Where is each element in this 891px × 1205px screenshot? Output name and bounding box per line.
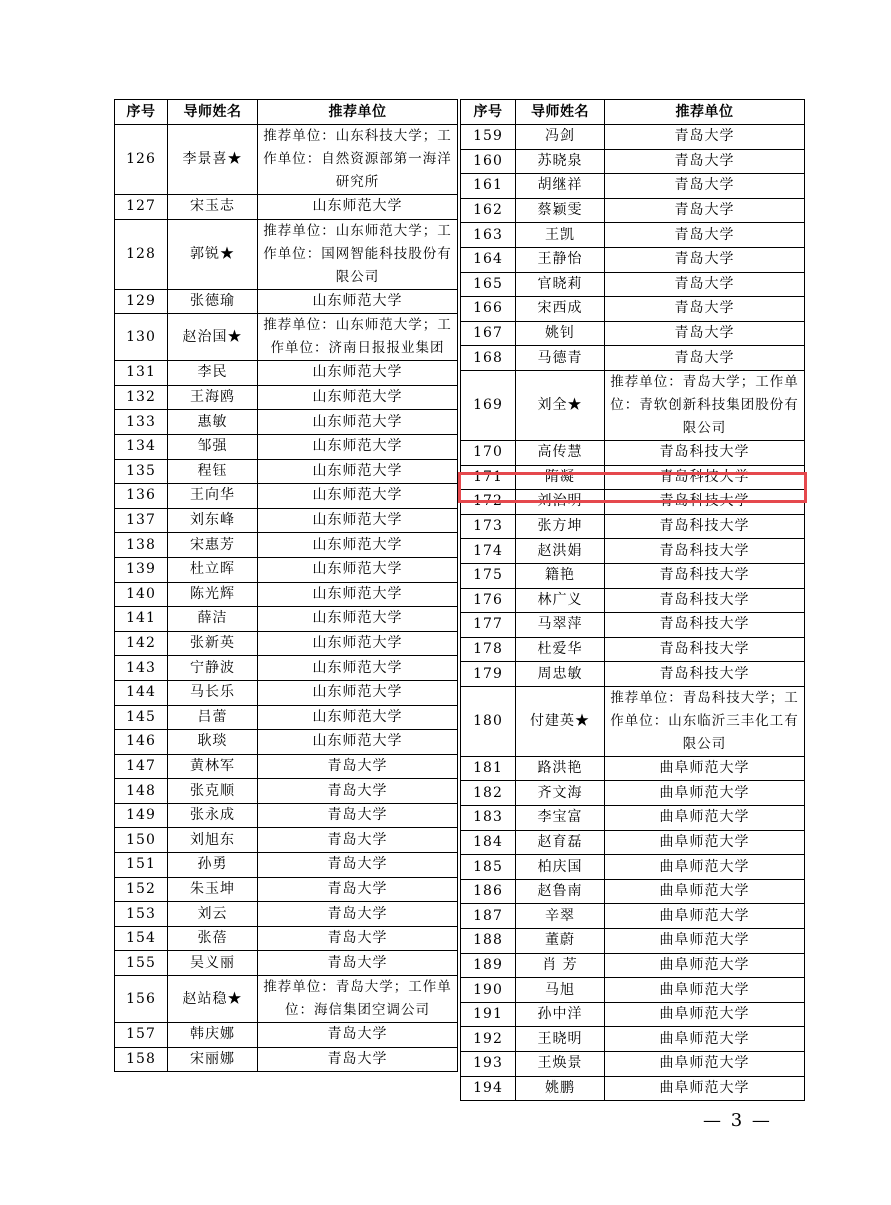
table-row — [461, 1027, 805, 1052]
table-row — [115, 607, 458, 632]
unit-cell: 山东师范大学 — [258, 680, 458, 705]
table-row — [461, 539, 805, 564]
name-cell: 马翠萍 — [516, 613, 605, 638]
seq-cell: 179 — [461, 662, 516, 687]
seq-cell: 154 — [115, 926, 168, 951]
name-cell: 辛翠 — [516, 904, 605, 929]
table-row — [115, 853, 458, 878]
unit-cell: 推荐单位：青岛科技大学；工作单位：山东临沂三丰化工有限公司 — [605, 686, 805, 756]
name-cell: 宋西成 — [516, 297, 605, 322]
name-cell: 马长乐 — [168, 680, 258, 705]
seq-cell: 175 — [461, 563, 516, 588]
seq-cell: 164 — [461, 247, 516, 272]
name-cell: 肖 芳 — [516, 953, 605, 978]
seq-cell: 186 — [461, 879, 516, 904]
seq-cell: 191 — [461, 1002, 516, 1027]
seq-cell: 130 — [115, 314, 168, 361]
seq-cell: 168 — [461, 346, 516, 371]
header-row — [115, 100, 458, 125]
unit-cell: 山东师范大学 — [258, 410, 458, 435]
seq-cell: 178 — [461, 637, 516, 662]
unit-cell: 青岛大学 — [605, 198, 805, 223]
table-row — [461, 223, 805, 248]
unit-cell: 青岛科技大学 — [605, 490, 805, 515]
table-row — [115, 754, 458, 779]
seq-cell: 153 — [115, 902, 168, 927]
unit-cell: 曲阜师范大学 — [605, 978, 805, 1003]
name-cell: 官晓莉 — [516, 272, 605, 297]
table-row — [461, 879, 805, 904]
table-row — [461, 297, 805, 322]
unit-cell: 青岛科技大学 — [605, 637, 805, 662]
seq-cell: 149 — [115, 803, 168, 828]
unit-cell: 曲阜师范大学 — [605, 756, 805, 781]
name-cell: 路洪艳 — [516, 756, 605, 781]
unit-cell: 推荐单位：山东师范大学；工作单位：国网智能科技股份有限公司 — [258, 219, 458, 289]
name-cell: 高传慧 — [516, 440, 605, 465]
name-cell: 李宝富 — [516, 806, 605, 831]
seq-cell: 170 — [461, 440, 516, 465]
name-cell: 王静怡 — [516, 247, 605, 272]
seq-cell: 160 — [461, 149, 516, 174]
name-cell: 薛洁 — [168, 607, 258, 632]
seq-cell: 163 — [461, 223, 516, 248]
table-row — [115, 557, 458, 582]
name-cell: 张永成 — [168, 803, 258, 828]
name-cell: 张克顺 — [168, 779, 258, 804]
name-cell: 杜爱华 — [516, 637, 605, 662]
seq-cell: 194 — [461, 1076, 516, 1101]
seq-cell: 193 — [461, 1052, 516, 1077]
unit-cell: 曲阜师范大学 — [605, 1052, 805, 1077]
seq-cell: 173 — [461, 514, 516, 539]
name-cell: 刘云 — [168, 902, 258, 927]
unit-cell: 青岛大学 — [605, 272, 805, 297]
name-cell: 杜立晖 — [168, 557, 258, 582]
seq-cell: 161 — [461, 174, 516, 199]
name-cell: 苏晓泉 — [516, 149, 605, 174]
table-row — [115, 195, 458, 220]
seq-cell: 135 — [115, 459, 168, 484]
table-row — [461, 440, 805, 465]
table-row — [461, 514, 805, 539]
unit-cell: 青岛科技大学 — [605, 588, 805, 613]
unit-cell: 青岛大学 — [605, 321, 805, 346]
table-row — [115, 1023, 458, 1048]
header-row — [461, 100, 805, 125]
header-name: 导师姓名 — [516, 100, 605, 125]
table-row — [115, 902, 458, 927]
seq-cell: 189 — [461, 953, 516, 978]
header-seq: 序号 — [115, 100, 168, 125]
unit-cell: 青岛大学 — [258, 877, 458, 902]
table-row — [461, 490, 805, 515]
name-cell: 王焕景 — [516, 1052, 605, 1077]
unit-cell: 青岛科技大学 — [605, 613, 805, 638]
table-row — [115, 434, 458, 459]
name-cell: 程钰 — [168, 459, 258, 484]
table-row — [115, 582, 458, 607]
unit-cell: 青岛大学 — [605, 125, 805, 150]
name-cell: 刘旭东 — [168, 828, 258, 853]
table-row — [115, 1047, 458, 1072]
seq-cell: 148 — [115, 779, 168, 804]
unit-cell: 曲阜师范大学 — [605, 1002, 805, 1027]
unit-cell: 山东师范大学 — [258, 385, 458, 410]
unit-cell: 山东师范大学 — [258, 533, 458, 558]
name-cell: 林广义 — [516, 588, 605, 613]
table-row — [461, 588, 805, 613]
unit-cell: 山东师范大学 — [258, 705, 458, 730]
table-row — [115, 289, 458, 314]
unit-cell: 曲阜师范大学 — [605, 1076, 805, 1101]
unit-cell: 山东师范大学 — [258, 434, 458, 459]
unit-cell: 山东师范大学 — [258, 656, 458, 681]
name-cell: 柏庆国 — [516, 855, 605, 880]
seq-cell: 133 — [115, 410, 168, 435]
seq-cell: 145 — [115, 705, 168, 730]
unit-cell: 推荐单位：青岛大学；工作单位：青软创新科技集团股份有限公司 — [605, 370, 805, 440]
name-cell: 赵育磊 — [516, 830, 605, 855]
name-cell: 马德青 — [516, 346, 605, 371]
unit-cell: 曲阜师范大学 — [605, 1027, 805, 1052]
table-row — [115, 385, 458, 410]
name-cell: 齐文海 — [516, 781, 605, 806]
seq-cell: 139 — [115, 557, 168, 582]
table-row — [461, 321, 805, 346]
table-row — [115, 484, 458, 509]
name-cell: 冯剑 — [516, 125, 605, 150]
unit-cell: 曲阜师范大学 — [605, 806, 805, 831]
header-unit: 推荐单位 — [605, 100, 805, 125]
seq-cell: 142 — [115, 631, 168, 656]
seq-cell: 151 — [115, 853, 168, 878]
unit-cell: 青岛科技大学 — [605, 563, 805, 588]
seq-cell: 140 — [115, 582, 168, 607]
name-cell: 李民 — [168, 361, 258, 386]
name-cell: 惠敏 — [168, 410, 258, 435]
name-cell: 张新英 — [168, 631, 258, 656]
unit-cell: 青岛大学 — [258, 754, 458, 779]
name-cell: 周忠敏 — [516, 662, 605, 687]
table-row — [461, 1076, 805, 1101]
table-row — [461, 978, 805, 1003]
unit-cell: 山东师范大学 — [258, 459, 458, 484]
name-cell: 王海鸥 — [168, 385, 258, 410]
name-cell: 赵治国★ — [168, 314, 258, 361]
seq-cell: 146 — [115, 730, 168, 755]
header-name: 导师姓名 — [168, 100, 258, 125]
unit-cell: 青岛大学 — [258, 828, 458, 853]
name-cell: 赵站稳★ — [168, 976, 258, 1023]
unit-cell: 曲阜师范大学 — [605, 830, 805, 855]
name-cell: 蔡颖雯 — [516, 198, 605, 223]
name-cell: 隋凝 — [516, 465, 605, 490]
table-row — [461, 781, 805, 806]
unit-cell: 山东师范大学 — [258, 195, 458, 220]
unit-cell: 青岛科技大学 — [605, 514, 805, 539]
seq-cell: 166 — [461, 297, 516, 322]
name-cell: 刘全★ — [516, 370, 605, 440]
unit-cell: 青岛科技大学 — [605, 465, 805, 490]
seq-cell: 131 — [115, 361, 168, 386]
table-row — [461, 346, 805, 371]
name-cell: 李景喜★ — [168, 125, 258, 195]
seq-cell: 192 — [461, 1027, 516, 1052]
seq-cell: 188 — [461, 929, 516, 954]
unit-cell: 青岛大学 — [605, 223, 805, 248]
table-row — [461, 563, 805, 588]
seq-cell: 176 — [461, 588, 516, 613]
table-row — [115, 656, 458, 681]
unit-cell: 推荐单位：青岛大学；工作单位：海信集团空调公司 — [258, 976, 458, 1023]
table-row — [461, 904, 805, 929]
table-row — [461, 662, 805, 687]
table-row — [461, 637, 805, 662]
name-cell: 付建英★ — [516, 686, 605, 756]
table-row — [115, 705, 458, 730]
seq-cell: 155 — [115, 951, 168, 976]
seq-cell: 126 — [115, 125, 168, 195]
seq-cell: 162 — [461, 198, 516, 223]
unit-cell: 青岛大学 — [605, 346, 805, 371]
seq-cell: 134 — [115, 434, 168, 459]
unit-cell: 青岛大学 — [258, 902, 458, 927]
table-row — [461, 1052, 805, 1077]
table-row — [115, 828, 458, 853]
table-row — [461, 174, 805, 199]
seq-cell: 152 — [115, 877, 168, 902]
table-row — [115, 730, 458, 755]
name-cell: 王凯 — [516, 223, 605, 248]
seq-cell: 156 — [115, 976, 168, 1023]
seq-cell: 147 — [115, 754, 168, 779]
unit-cell: 青岛大学 — [605, 149, 805, 174]
name-cell: 籍艳 — [516, 563, 605, 588]
name-cell: 耿琰 — [168, 730, 258, 755]
unit-cell: 曲阜师范大学 — [605, 929, 805, 954]
seq-cell: 158 — [115, 1047, 168, 1072]
table-row — [461, 125, 805, 150]
table-row — [115, 926, 458, 951]
unit-cell: 青岛大学 — [605, 247, 805, 272]
unit-cell: 山东师范大学 — [258, 607, 458, 632]
seq-cell: 172 — [461, 490, 516, 515]
seq-cell: 150 — [115, 828, 168, 853]
roster-table-left — [114, 99, 458, 1072]
name-cell: 张蓓 — [168, 926, 258, 951]
name-cell: 胡继祥 — [516, 174, 605, 199]
page-number: — 3 — — [703, 1110, 772, 1131]
table-row — [461, 830, 805, 855]
table-row — [461, 272, 805, 297]
seq-cell: 183 — [461, 806, 516, 831]
seq-cell: 159 — [461, 125, 516, 150]
seq-cell: 136 — [115, 484, 168, 509]
unit-cell: 推荐单位：山东师范大学；工作单位：济南日报报业集团 — [258, 314, 458, 361]
unit-cell: 山东师范大学 — [258, 361, 458, 386]
seq-cell: 143 — [115, 656, 168, 681]
table-row — [461, 1002, 805, 1027]
seq-cell: 185 — [461, 855, 516, 880]
unit-cell: 山东师范大学 — [258, 484, 458, 509]
table-row — [461, 247, 805, 272]
unit-cell: 青岛大学 — [258, 926, 458, 951]
unit-cell: 曲阜师范大学 — [605, 904, 805, 929]
name-cell: 宋惠芳 — [168, 533, 258, 558]
unit-cell: 青岛大学 — [258, 1047, 458, 1072]
name-cell: 张德瑜 — [168, 289, 258, 314]
name-cell: 郭锐★ — [168, 219, 258, 289]
unit-cell: 青岛科技大学 — [605, 440, 805, 465]
name-cell: 董蔚 — [516, 929, 605, 954]
table-row — [115, 533, 458, 558]
name-cell: 刘治明 — [516, 490, 605, 515]
name-cell: 朱玉坤 — [168, 877, 258, 902]
roster-table-right — [460, 99, 805, 1101]
table-row — [115, 410, 458, 435]
table-row — [115, 361, 458, 386]
unit-cell: 曲阜师范大学 — [605, 855, 805, 880]
table-row — [461, 756, 805, 781]
unit-cell: 山东师范大学 — [258, 508, 458, 533]
unit-cell: 曲阜师范大学 — [605, 781, 805, 806]
table-row — [461, 198, 805, 223]
table-row — [115, 508, 458, 533]
seq-cell: 169 — [461, 370, 516, 440]
unit-cell: 青岛科技大学 — [605, 662, 805, 687]
unit-cell: 曲阜师范大学 — [605, 953, 805, 978]
name-cell: 陈光辉 — [168, 582, 258, 607]
name-cell: 孙中洋 — [516, 1002, 605, 1027]
unit-cell: 青岛大学 — [258, 779, 458, 804]
unit-cell: 青岛大学 — [605, 174, 805, 199]
unit-cell: 山东师范大学 — [258, 582, 458, 607]
name-cell: 黄林军 — [168, 754, 258, 779]
table-row — [461, 855, 805, 880]
unit-cell: 青岛大学 — [258, 951, 458, 976]
table-row — [115, 951, 458, 976]
name-cell: 马旭 — [516, 978, 605, 1003]
unit-cell: 青岛大学 — [258, 1023, 458, 1048]
table-row — [461, 613, 805, 638]
seq-cell: 174 — [461, 539, 516, 564]
name-cell: 张方坤 — [516, 514, 605, 539]
table-row — [115, 779, 458, 804]
table-row — [461, 929, 805, 954]
seq-cell: 187 — [461, 904, 516, 929]
name-cell: 吴义丽 — [168, 951, 258, 976]
name-cell: 邹强 — [168, 434, 258, 459]
seq-cell: 171 — [461, 465, 516, 490]
table-row — [461, 465, 805, 490]
name-cell: 王向华 — [168, 484, 258, 509]
name-cell: 宁静波 — [168, 656, 258, 681]
unit-cell: 山东师范大学 — [258, 289, 458, 314]
table-row — [115, 680, 458, 705]
unit-cell: 山东师范大学 — [258, 631, 458, 656]
name-cell: 孙勇 — [168, 853, 258, 878]
seq-cell: 132 — [115, 385, 168, 410]
table-row — [115, 877, 458, 902]
name-cell: 韩庆娜 — [168, 1023, 258, 1048]
unit-cell: 青岛大学 — [258, 853, 458, 878]
unit-cell: 青岛科技大学 — [605, 539, 805, 564]
name-cell: 吕蕾 — [168, 705, 258, 730]
seq-cell: 167 — [461, 321, 516, 346]
table-row — [115, 631, 458, 656]
seq-cell: 180 — [461, 686, 516, 756]
name-cell: 姚鹏 — [516, 1076, 605, 1101]
seq-cell: 184 — [461, 830, 516, 855]
table-row — [461, 953, 805, 978]
table-row — [115, 459, 458, 484]
name-cell: 姚钊 — [516, 321, 605, 346]
seq-cell: 181 — [461, 756, 516, 781]
name-cell: 赵鲁南 — [516, 879, 605, 904]
name-cell: 宋丽娜 — [168, 1047, 258, 1072]
seq-cell: 137 — [115, 508, 168, 533]
seq-cell: 141 — [115, 607, 168, 632]
name-cell: 宋玉志 — [168, 195, 258, 220]
unit-cell: 青岛大学 — [605, 297, 805, 322]
unit-cell: 推荐单位：山东科技大学；工作单位：自然资源部第一海洋研究所 — [258, 125, 458, 195]
table-row — [461, 149, 805, 174]
unit-cell: 山东师范大学 — [258, 557, 458, 582]
unit-cell: 山东师范大学 — [258, 730, 458, 755]
seq-cell: 128 — [115, 219, 168, 289]
seq-cell: 144 — [115, 680, 168, 705]
header-unit: 推荐单位 — [258, 100, 458, 125]
unit-cell: 曲阜师范大学 — [605, 879, 805, 904]
name-cell: 王晓明 — [516, 1027, 605, 1052]
seq-cell: 190 — [461, 978, 516, 1003]
name-cell: 刘东峰 — [168, 508, 258, 533]
table-row — [115, 803, 458, 828]
table-row — [461, 806, 805, 831]
seq-cell: 129 — [115, 289, 168, 314]
unit-cell: 青岛大学 — [258, 803, 458, 828]
header-seq: 序号 — [461, 100, 516, 125]
seq-cell: 127 — [115, 195, 168, 220]
seq-cell: 157 — [115, 1023, 168, 1048]
seq-cell: 165 — [461, 272, 516, 297]
seq-cell: 182 — [461, 781, 516, 806]
seq-cell: 138 — [115, 533, 168, 558]
seq-cell: 177 — [461, 613, 516, 638]
name-cell: 赵洪娟 — [516, 539, 605, 564]
